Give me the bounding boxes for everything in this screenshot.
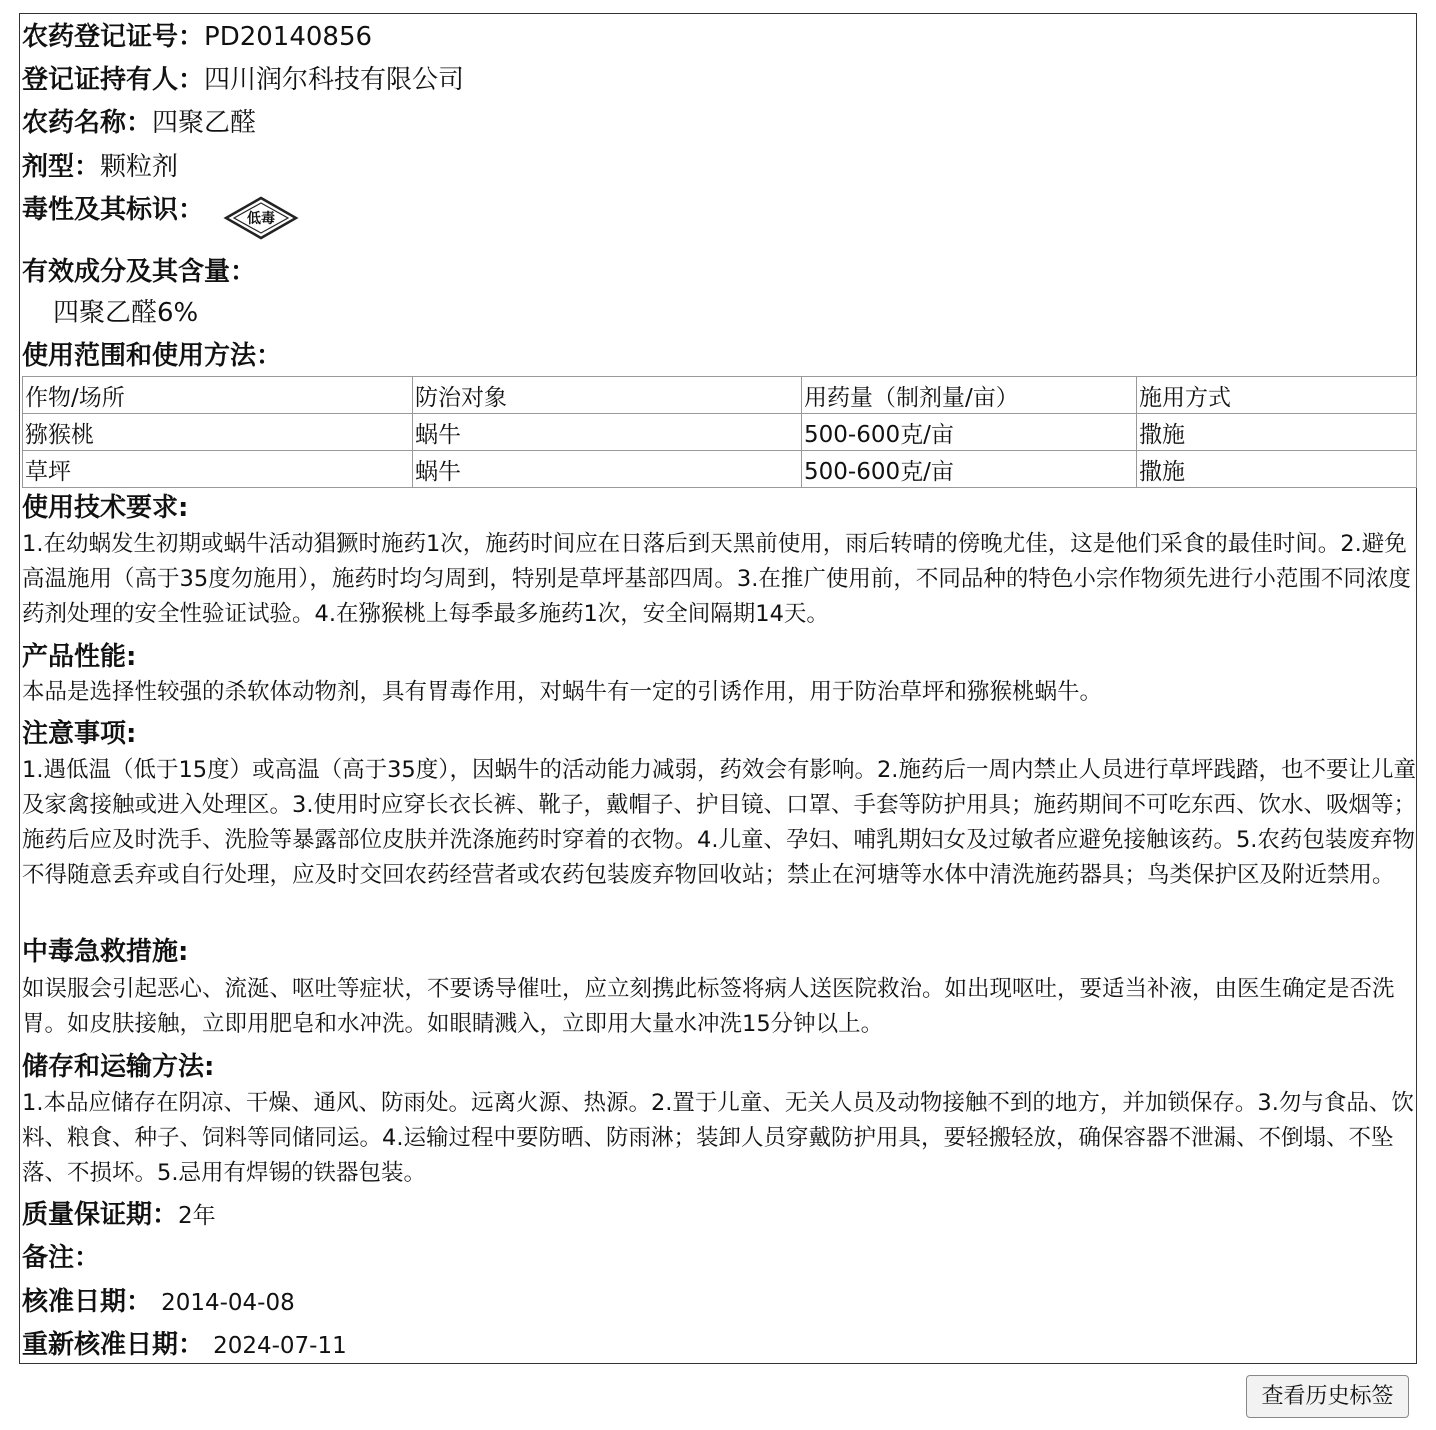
remarks-row [22, 1241, 100, 1275]
warranty-value: 2年 [178, 1203, 216, 1229]
ingredient-label: 有效成分及其含量： [22, 257, 257, 287]
reapproval-date: 2024-07-11 [213, 1333, 347, 1359]
header-dosage: 用药量（制剂量/亩） [802, 377, 1137, 414]
name-label: 农药名称： [22, 108, 153, 138]
remarks-label: 备注： [22, 1243, 101, 1273]
caution-label: 注意事项: [22, 719, 137, 749]
formulation-value: 颗粒剂 [100, 152, 179, 182]
table-row [23, 451, 1417, 488]
firstaid-heading [22, 935, 188, 969]
header-method: 施用方式 [1137, 377, 1417, 414]
usage-row [22, 339, 282, 373]
tech-label: 使用技术要求: [22, 493, 189, 523]
cell-method: 撒施 [1137, 414, 1417, 451]
performance-heading [22, 640, 136, 674]
registration-row [22, 20, 372, 54]
firstaid-label: 中毒急救措施: [22, 937, 189, 967]
name-row [22, 106, 256, 140]
approval-label: 核准日期： [22, 1287, 162, 1317]
holder-value: 四川润尔科技有限公司 [204, 65, 465, 95]
ingredient-row [22, 255, 256, 289]
header-crop: 作物/场所 [23, 377, 413, 414]
cell-crop: 猕猴桃 [23, 414, 413, 451]
name-value: 四聚乙醛 [152, 108, 257, 138]
low-toxicity-icon [223, 195, 299, 241]
cell-dosage: 500-600克/亩 [802, 451, 1137, 488]
table-header-row [23, 377, 1417, 414]
usage-label: 使用范围和使用方法： [22, 341, 283, 371]
storage-label: 储存和运输方法: [22, 1052, 215, 1082]
approval-date: 2014-04-08 [161, 1290, 295, 1316]
performance-label: 产品性能: [22, 642, 137, 672]
tech-heading [22, 491, 188, 525]
reapproval-row [22, 1328, 347, 1363]
cell-method: 撒施 [1137, 451, 1417, 488]
cell-dosage: 500-600克/亩 [802, 414, 1137, 451]
view-history-labels-button[interactable]: 查看历史标签 [1246, 1375, 1409, 1418]
table-row [23, 414, 1417, 451]
registration-value: PD20140856 [204, 22, 373, 52]
tech-text: 1.在幼蜗发生初期或蜗牛活动猖獗时施药1次，施药时间应在日落后到天黑前使用，雨后转晴的傍晚尤佳，这是他们采食的最佳时间。2.避免高温施用（高于35度勿施用），施药时均匀周到，特别是草坪基部四周。3.在推广使用前，不同品种的特色小宗作物须先进行小范围不同浓度药剂处理的安全性验证试验。4.在猕猴桃上每季最多施药1次，安全间隔期14天。 [22, 531, 1411, 627]
performance-text: 本品是选择性较强的杀软体动物剂，具有胃毒作用，对蜗牛有一定的引诱作用，用于防治草坪和猕猴桃蜗牛。 [22, 679, 1103, 705]
registration-label: 农药登记证号： [22, 22, 205, 52]
header-target: 防治对象 [413, 377, 802, 414]
ingredient-value: 四聚乙醛6% [53, 298, 199, 328]
cell-crop: 草坪 [23, 451, 413, 488]
approval-row [22, 1285, 295, 1320]
cell-target: 蜗牛 [413, 414, 802, 451]
toxicity-row [22, 193, 204, 227]
formulation-row [22, 150, 178, 184]
cell-target: 蜗牛 [413, 451, 802, 488]
storage-heading [22, 1050, 214, 1084]
storage-text: 1.本品应储存在阴凉、干燥、通风、防雨处。远离火源、热源。2.置于儿童、无关人员及动物接触不到的地方，并加锁保存。3.勿与食品、饮料、粮食、种子、饲料等同储同运。4.运输过程中要防晒、防雨淋；装卸人员穿戴防护用具，要轻搬轻放，确保容器不泄漏、不倒塌、不坠落、不损坏。5.忌用有焊锡的铁器包装。 [22, 1090, 1414, 1186]
warranty-label: 质量保证期： [22, 1200, 179, 1230]
holder-row [22, 63, 464, 97]
formulation-label: 剂型： [22, 152, 101, 182]
toxicity-badge-text: 低毒 [247, 211, 275, 227]
firstaid-text: 如误服会引起恶心、流涎、呕吐等症状，不要诱导催吐，应立刻携此标签将病人送医院救治。如出现呕吐，要适当补液，由医生确定是否洗胃。如皮肤接触，立即用肥皂和水冲洗。如眼睛溅入，立即用大量水冲洗15分钟以上。 [22, 976, 1395, 1037]
caution-text: 1.遇低温（低于15度）或高温（高于35度），因蜗牛的活动能力减弱，药效会有影响。2.施药后一周内禁止人员进行草坪践踏，也不要让儿童及家禽接触或进入处理区。3.使用时应穿长衣长裤、靴子，戴帽子、护目镜、口罩、手套等防护用具；施药期间不可吃东西、饮水、吸烟等；施药后应及时洗手、洗脸等暴露部位皮肤并洗涤施药时穿着的衣物。4.儿童、孕妇、哺乳期妇女及过敏者应避免接触该药。5.农药包装废弃物不得随意丢弃或自行处理，应及时交回农药经营者或农药包装废弃物回收站；禁止在河塘等水体中清洗施药器具；鸟类保护区及附近禁用。 [22, 757, 1416, 888]
holder-label: 登记证持有人： [22, 65, 205, 95]
caution-heading [22, 717, 136, 751]
toxicity-label: 毒性及其标识： [22, 195, 205, 225]
usage-table [22, 376, 1417, 488]
warranty-row [22, 1198, 216, 1233]
reapproval-label: 重新核准日期： [22, 1330, 214, 1360]
